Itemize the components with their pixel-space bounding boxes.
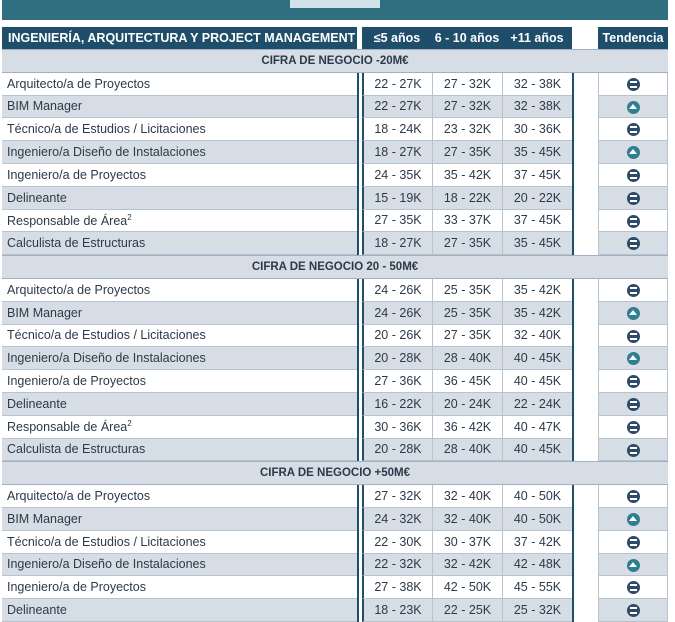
salary-11-plus: 35 - 45K bbox=[502, 232, 572, 255]
header-experience-0-5: ≤5 años bbox=[362, 27, 432, 49]
role-name: Responsable de Área bbox=[7, 214, 128, 229]
section-header bbox=[2, 49, 668, 73]
role-cell bbox=[2, 599, 357, 622]
role-cell bbox=[2, 232, 357, 255]
salary-11-plus: 35 - 42K bbox=[502, 279, 572, 302]
role-name: Ingeniero/a de Proyectos bbox=[7, 580, 146, 595]
role-cell bbox=[2, 325, 357, 348]
salary-table bbox=[2, 27, 668, 622]
trend-cell bbox=[598, 325, 668, 348]
role-name: Ingeniero/a de Proyectos bbox=[7, 167, 146, 182]
salary-6-10: 32 - 42K bbox=[432, 554, 502, 577]
salary-0-5: 30 - 36K bbox=[362, 416, 432, 439]
salary-11-plus: 22 - 24K bbox=[502, 393, 572, 416]
salary-6-10: 20 - 24K bbox=[432, 393, 502, 416]
trend-cell bbox=[598, 393, 668, 416]
salary-6-10: 32 - 40K bbox=[432, 508, 502, 531]
role-cell bbox=[2, 531, 357, 554]
equals-circle-icon bbox=[627, 284, 640, 297]
table-row bbox=[2, 232, 668, 255]
role-cell bbox=[2, 393, 357, 416]
role-name: BIM Manager bbox=[7, 511, 83, 526]
salary-6-10: 28 - 40K bbox=[432, 347, 502, 370]
role-name: Ingeniero/a Diseño de Instalaciones bbox=[7, 557, 206, 572]
trend-cell bbox=[598, 416, 668, 439]
salary-0-5: 24 - 35K bbox=[362, 164, 432, 187]
trend-cell bbox=[598, 232, 668, 255]
table-row bbox=[2, 279, 668, 302]
arrow-up-circle-icon bbox=[627, 559, 640, 572]
salary-6-10: 36 - 42K bbox=[432, 416, 502, 439]
salary-6-10: 27 - 32K bbox=[432, 73, 502, 96]
table-row bbox=[2, 485, 668, 508]
role-cell bbox=[2, 347, 357, 370]
role-cell bbox=[2, 485, 357, 508]
trend-cell bbox=[598, 554, 668, 577]
salary-6-10: 33 - 37K bbox=[432, 210, 502, 233]
salary-11-plus: 30 - 36K bbox=[502, 118, 572, 141]
equals-circle-icon bbox=[627, 192, 640, 205]
footnote-marker: 2 bbox=[127, 419, 132, 429]
table-row bbox=[2, 370, 668, 393]
salary-0-5: 20 - 28K bbox=[362, 347, 432, 370]
salary-11-plus: 42 - 48K bbox=[502, 554, 572, 577]
table-row bbox=[2, 508, 668, 531]
role-name: Calculista de Estructuras bbox=[7, 236, 146, 251]
table-row bbox=[2, 531, 668, 554]
table-row bbox=[2, 141, 668, 164]
salary-0-5: 24 - 26K bbox=[362, 302, 432, 325]
salary-11-plus: 32 - 38K bbox=[502, 96, 572, 119]
trend-cell bbox=[598, 508, 668, 531]
salary-11-plus: 37 - 42K bbox=[502, 531, 572, 554]
role-name: Ingeniero/a de Proyectos bbox=[7, 374, 146, 389]
table-row bbox=[2, 118, 668, 141]
role-cell bbox=[2, 439, 357, 462]
role-name: Arquitecto/a de Proyectos bbox=[7, 282, 151, 297]
section-header bbox=[2, 255, 668, 279]
equals-circle-icon bbox=[627, 375, 640, 388]
salary-11-plus: 40 - 45K bbox=[502, 370, 572, 393]
header-role: INGENIERÍA, ARQUITECTURA Y PROJECT MANAGEMENT bbox=[2, 27, 357, 49]
role-name: Técnico/a de Estudios / Licitaciones bbox=[7, 122, 206, 137]
salary-11-plus: 40 - 50K bbox=[502, 485, 572, 508]
salary-6-10: 22 - 25K bbox=[432, 599, 502, 622]
table-row bbox=[2, 325, 668, 348]
salary-11-plus: 40 - 47K bbox=[502, 416, 572, 439]
salary-11-plus: 40 - 45K bbox=[502, 347, 572, 370]
role-cell bbox=[2, 416, 357, 439]
role-cell bbox=[2, 302, 357, 325]
role-name: BIM Manager bbox=[7, 99, 83, 114]
equals-circle-icon bbox=[627, 330, 640, 343]
salary-0-5: 24 - 26K bbox=[362, 279, 432, 302]
role-name: Arquitecto/a de Proyectos bbox=[7, 489, 151, 504]
salary-0-5: 27 - 35K bbox=[362, 210, 432, 233]
salary-0-5: 22 - 30K bbox=[362, 531, 432, 554]
salary-0-5: 18 - 27K bbox=[362, 141, 432, 164]
table-row bbox=[2, 554, 668, 577]
section-title: CIFRA DE NEGOCIO +50M€ bbox=[2, 461, 668, 485]
role-cell bbox=[2, 141, 357, 164]
trend-cell bbox=[598, 370, 668, 393]
salary-6-10: 25 - 35K bbox=[432, 302, 502, 325]
salary-11-plus: 37 - 45K bbox=[502, 164, 572, 187]
salary-11-plus: 35 - 45K bbox=[502, 141, 572, 164]
salary-0-5: 20 - 28K bbox=[362, 439, 432, 462]
role-name: Calculista de Estructuras bbox=[7, 442, 146, 457]
salary-0-5: 18 - 24K bbox=[362, 118, 432, 141]
salary-6-10: 27 - 35K bbox=[432, 232, 502, 255]
section-header bbox=[2, 461, 668, 485]
salary-0-5: 27 - 32K bbox=[362, 485, 432, 508]
equals-circle-icon bbox=[627, 444, 640, 457]
equals-circle-icon bbox=[627, 536, 640, 549]
trend-cell bbox=[598, 210, 668, 233]
role-cell bbox=[2, 96, 357, 119]
salary-6-10: 25 - 35K bbox=[432, 279, 502, 302]
role-cell bbox=[2, 210, 357, 233]
salary-0-5: 22 - 32K bbox=[362, 554, 432, 577]
top-banner bbox=[0, 0, 675, 23]
header-experience-6-10: 6 - 10 años bbox=[432, 27, 502, 49]
role-cell bbox=[2, 187, 357, 210]
role-name: Arquitecto/a de Proyectos bbox=[7, 76, 151, 91]
trend-cell bbox=[598, 96, 668, 119]
footnote-marker: 2 bbox=[127, 212, 132, 222]
salary-0-5: 18 - 27K bbox=[362, 232, 432, 255]
equals-circle-icon bbox=[627, 604, 640, 617]
role-name: Ingeniero/a Diseño de Instalaciones bbox=[7, 351, 206, 366]
arrow-up-circle-icon bbox=[627, 352, 640, 365]
role-name: Delineante bbox=[7, 396, 67, 411]
table-row bbox=[2, 416, 668, 439]
trend-cell bbox=[598, 485, 668, 508]
salary-11-plus: 40 - 45K bbox=[502, 439, 572, 462]
salary-6-10: 27 - 35K bbox=[432, 141, 502, 164]
header-trend: Tendencia bbox=[598, 27, 668, 49]
trend-cell bbox=[598, 118, 668, 141]
role-name: Responsable de Área bbox=[7, 420, 128, 435]
trend-cell bbox=[598, 141, 668, 164]
salary-11-plus: 35 - 42K bbox=[502, 302, 572, 325]
equals-circle-icon bbox=[627, 237, 640, 250]
arrow-up-circle-icon bbox=[627, 101, 640, 114]
role-cell bbox=[2, 73, 357, 96]
role-cell bbox=[2, 164, 357, 187]
salary-0-5: 27 - 38K bbox=[362, 576, 432, 599]
salary-6-10: 30 - 37K bbox=[432, 531, 502, 554]
equals-circle-icon bbox=[627, 169, 640, 182]
trend-cell bbox=[598, 73, 668, 96]
salary-6-10: 32 - 40K bbox=[432, 485, 502, 508]
arrow-up-circle-icon bbox=[627, 307, 640, 320]
trend-cell bbox=[598, 187, 668, 210]
equals-circle-icon bbox=[627, 581, 640, 594]
salary-0-5: 16 - 22K bbox=[362, 393, 432, 416]
salary-6-10: 27 - 35K bbox=[432, 325, 502, 348]
table-row bbox=[2, 347, 668, 370]
salary-6-10: 23 - 32K bbox=[432, 118, 502, 141]
salary-6-10: 27 - 32K bbox=[432, 96, 502, 119]
table-row bbox=[2, 576, 668, 599]
salary-0-5: 18 - 23K bbox=[362, 599, 432, 622]
salary-0-5: 27 - 36K bbox=[362, 370, 432, 393]
salary-0-5: 24 - 32K bbox=[362, 508, 432, 531]
salary-6-10: 36 - 45K bbox=[432, 370, 502, 393]
salary-11-plus: 40 - 50K bbox=[502, 508, 572, 531]
table-row bbox=[2, 164, 668, 187]
role-name: BIM Manager bbox=[7, 305, 83, 320]
table-header bbox=[2, 27, 668, 49]
role-cell bbox=[2, 554, 357, 577]
equals-circle-icon bbox=[627, 421, 640, 434]
section-title: CIFRA DE NEGOCIO 20 - 50M€ bbox=[2, 255, 668, 279]
salary-0-5: 20 - 26K bbox=[362, 325, 432, 348]
trend-cell bbox=[598, 531, 668, 554]
role-cell bbox=[2, 576, 357, 599]
header-experience-11-plus: +11 años bbox=[502, 27, 572, 49]
trend-cell bbox=[598, 279, 668, 302]
table-row bbox=[2, 96, 668, 119]
table-row bbox=[2, 210, 668, 233]
role-name: Ingeniero/a Diseño de Instalaciones bbox=[7, 145, 206, 160]
role-cell bbox=[2, 118, 357, 141]
table-row bbox=[2, 393, 668, 416]
salary-11-plus: 32 - 38K bbox=[502, 73, 572, 96]
equals-circle-icon bbox=[627, 78, 640, 91]
role-name: Delineante bbox=[7, 603, 67, 618]
salary-11-plus: 20 - 22K bbox=[502, 187, 572, 210]
trend-cell bbox=[598, 599, 668, 622]
section-title: CIFRA DE NEGOCIO -20M€ bbox=[2, 49, 668, 73]
salary-6-10: 42 - 50K bbox=[432, 576, 502, 599]
role-cell bbox=[2, 508, 357, 531]
trend-cell bbox=[598, 347, 668, 370]
trend-cell bbox=[598, 439, 668, 462]
equals-circle-icon bbox=[627, 490, 640, 503]
role-cell bbox=[2, 370, 357, 393]
salary-0-5: 15 - 19K bbox=[362, 187, 432, 210]
table-row bbox=[2, 439, 668, 462]
table-row bbox=[2, 187, 668, 210]
table-row bbox=[2, 302, 668, 325]
salary-11-plus: 45 - 55K bbox=[502, 576, 572, 599]
salary-11-plus: 37 - 45K bbox=[502, 210, 572, 233]
salary-6-10: 18 - 22K bbox=[432, 187, 502, 210]
equals-circle-icon bbox=[627, 398, 640, 411]
table-row bbox=[2, 599, 668, 622]
salary-11-plus: 32 - 40K bbox=[502, 325, 572, 348]
salary-6-10: 28 - 40K bbox=[432, 439, 502, 462]
arrow-up-circle-icon bbox=[627, 146, 640, 159]
role-name: Técnico/a de Estudios / Licitaciones bbox=[7, 534, 206, 549]
role-cell bbox=[2, 279, 357, 302]
arrow-up-circle-icon bbox=[627, 513, 640, 526]
salary-6-10: 35 - 42K bbox=[432, 164, 502, 187]
role-name: Delineante bbox=[7, 190, 67, 205]
banner-tab bbox=[290, 0, 380, 8]
trend-cell bbox=[598, 164, 668, 187]
equals-circle-icon bbox=[627, 215, 640, 228]
role-name: Técnico/a de Estudios / Licitaciones bbox=[7, 328, 206, 343]
salary-0-5: 22 - 27K bbox=[362, 73, 432, 96]
trend-cell bbox=[598, 576, 668, 599]
table-row bbox=[2, 73, 668, 96]
trend-cell bbox=[598, 302, 668, 325]
salary-0-5: 22 - 27K bbox=[362, 96, 432, 119]
salary-11-plus: 25 - 32K bbox=[502, 599, 572, 622]
equals-circle-icon bbox=[627, 123, 640, 136]
